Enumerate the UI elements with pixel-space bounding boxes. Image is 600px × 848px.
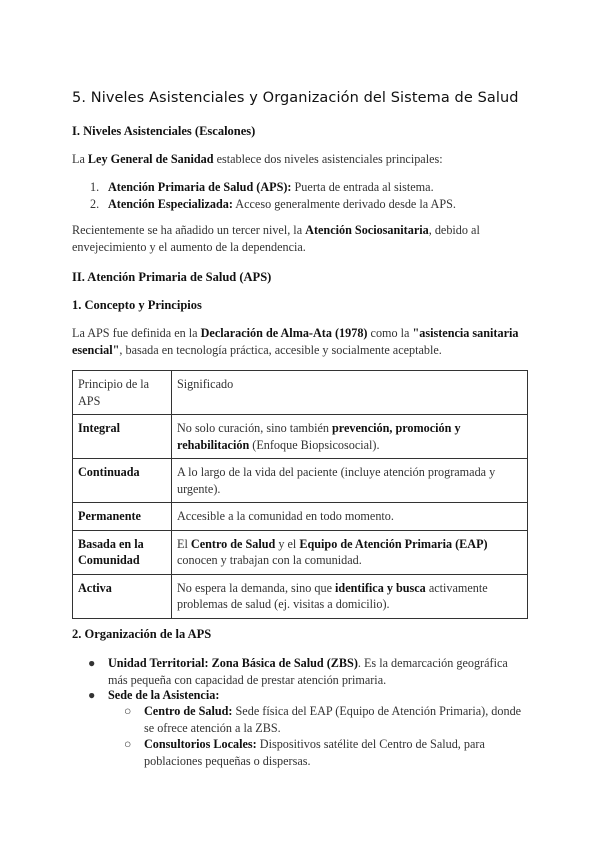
list-item: ● Unidad Territorial: Zona Básica de Salud (ZBS). Es la demarcación geográfica más pequeña con capacidad de prestar atención primaria.	[88, 656, 508, 687]
heading-concepto: 1. Concepto y Principios	[72, 298, 202, 312]
heading-aps: II. Atención Primaria de Salud (APS)	[72, 270, 272, 284]
table-row	[73, 503, 528, 531]
bullet-circle-icon: ○	[124, 737, 132, 751]
table-header-cell: Principio de la APS	[73, 371, 172, 415]
list-item: ○ Consultorios Locales: Dispositivos satélite del Centro de Salud, para poblaciones pequeñas o dispersas.	[124, 737, 485, 768]
heading-organizacion: 2. Organización de la APS	[72, 627, 212, 641]
table-cell-key: Permanente	[73, 503, 172, 531]
table-row	[73, 530, 528, 574]
bullet-dot-icon: ●	[88, 656, 96, 670]
principles-table	[72, 370, 528, 619]
list-item: ● Sede de la Asistencia:	[88, 688, 220, 702]
table-cell-value: No solo curación, sino también prevención, promoción y rehabilitación (Enfoque Biopsicosocial).	[172, 415, 528, 459]
table-cell-value: A lo largo de la vida del paciente (incluye atención programada y urgente).	[172, 459, 528, 503]
bullet-circle-icon: ○	[124, 704, 132, 718]
table-row	[73, 574, 528, 618]
table-header-cell: Significado	[172, 371, 528, 415]
table-header-row	[73, 371, 528, 415]
table-cell-value: Accesible a la comunidad en todo momento.	[172, 503, 528, 531]
table-cell-key: Integral	[73, 415, 172, 459]
table-cell-value: No espera la demanda, sino que identifica y busca activamente problemas de salud (ej. visitas a domicilio).	[172, 574, 528, 618]
heading-niveles: I. Niveles Asistenciales (Escalones)	[72, 124, 256, 138]
table-cell-value: El Centro de Salud y el Equipo de Atención Primaria (EAP) conocen y trabajan con la comunidad.	[172, 530, 528, 574]
bullet-dot-icon: ●	[88, 688, 96, 702]
list-item: 2. Atención Especializada: Acceso generalmente derivado desde la APS.	[90, 197, 456, 211]
list-item: ○ Centro de Salud: Sede física del EAP (Equipo de Atención Primaria), donde se ofrece atención a la ZBS.	[124, 704, 522, 735]
paragraph-tercer-nivel: Recientemente se ha añadido un tercer nivel, la Atención Sociosanitaria, debido al envejecimiento y el aumento de la dependencia.	[72, 223, 480, 254]
table-cell-key: Activa	[73, 574, 172, 618]
table-cell-key: Continuada	[73, 459, 172, 503]
table-row	[73, 459, 528, 503]
table-row	[73, 415, 528, 459]
paragraph-alma-ata: La APS fue definida en la Declaración de Alma-Ata (1978) como la "asistencia sanitaria esencial", basada en tecnología práctica, accesible y socialmente aceptable.	[72, 326, 519, 357]
table-cell-key: Basada en la Comunidad	[73, 530, 172, 574]
paragraph-ley: La Ley General de Sanidad establece dos niveles asistenciales principales:	[72, 152, 443, 166]
list-item: 1. Atención Primaria de Salud (APS): Puerta de entrada al sistema.	[90, 180, 434, 194]
section-title: 5. Niveles Asistenciales y Organización del Sistema de Salud	[72, 90, 519, 106]
